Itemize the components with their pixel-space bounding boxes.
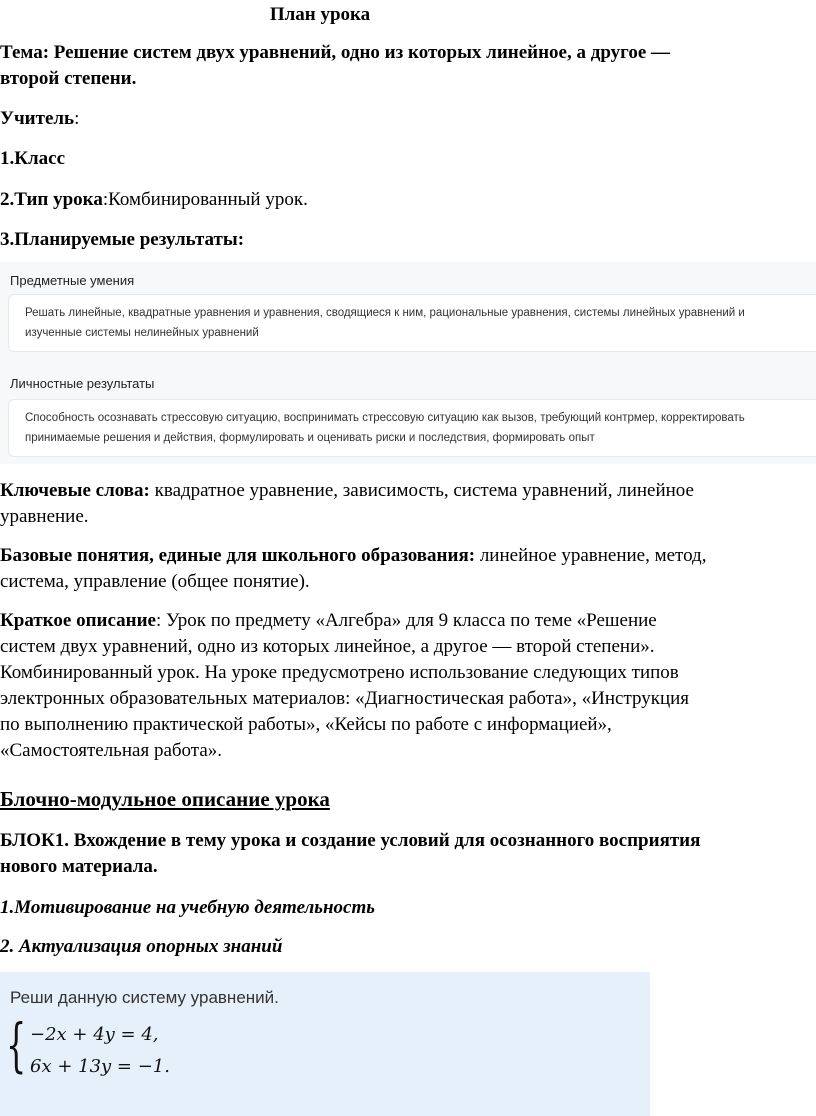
- block1-line-2: нового материала.: [0, 856, 158, 877]
- lesson-type-value: :Комбинированный урок.: [102, 189, 308, 210]
- keywords-value-2: уравнение.: [0, 506, 89, 527]
- step-actualization: 2. Актуализация опорных знаний: [0, 936, 283, 957]
- basic-concepts-paragraph: [0, 543, 816, 595]
- keywords-value: квадратное уравнение, зависимость, система уравнений, линейное: [149, 480, 694, 501]
- summary-line: : Урок по предмету «Алгебра» для 9 класса по теме «Решение: [155, 610, 657, 631]
- personal-results-text: Способность осознавать стрессовую ситуацию, воспринимать стрессовую ситуацию как вызов, требующий контрмер, корректировать принимаемые решения и действия, формулировать и оценивать риски и последствия, формировать опыт: [25, 412, 745, 444]
- personal-results-card: [8, 399, 816, 457]
- task-prompt: Реши данную систему уравнений.: [10, 988, 279, 1007]
- block-heading: Блочно-модульное описание урока: [0, 787, 330, 811]
- basic-concepts-label: Базовые понятия, единые для школьного образования:: [0, 545, 476, 566]
- summary-label: Краткое описание: [0, 610, 156, 631]
- equation-1: −2x + 4y = 4,: [30, 1024, 159, 1045]
- lesson-type-line: [0, 187, 308, 213]
- teacher-colon: :: [74, 108, 80, 129]
- basic-concepts-value: линейное уравнение, метод,: [475, 545, 707, 566]
- class-label: 1.Класс: [0, 148, 66, 169]
- keywords-label: Ключевые слова:: [0, 480, 150, 501]
- summary-line: «Самостоятельная работа».: [0, 740, 223, 761]
- summary-line: систем двух уравнений, одно из которых линейное, а другое — второй степени».: [0, 636, 655, 657]
- subject-skills-label: Предметные умения: [10, 273, 135, 288]
- lesson-type-label: 2.Тип урока: [0, 189, 103, 210]
- summary-line: электронных образовательных материалов: «Диагностическая работа», «Инструкция: [0, 688, 690, 709]
- topic-line-1: Тема: Решение систем двух уравнений, одно из которых линейное, а другое —: [0, 42, 671, 63]
- teacher-line: [0, 106, 79, 132]
- block1-line-1: БЛОК1. Вхождение в тему урока и создание условий для осознанного восприятия: [0, 830, 701, 851]
- results-label: 3.Планируемые результаты:: [0, 229, 245, 250]
- teacher-label: Учитель: [0, 108, 75, 129]
- keywords-paragraph: [0, 478, 816, 530]
- summary-line: по выполнению практической работы», «Кейсы по работе с информацией»,: [0, 714, 612, 735]
- subject-skills-card: [8, 294, 816, 352]
- equation-2: 6x + 13y = −1.: [30, 1056, 170, 1077]
- step-motivation: 1.Мотивирование на учебную деятельность: [0, 897, 375, 918]
- summary-paragraph: [0, 608, 816, 764]
- summary-line: Комбинированный урок. На уроке предусмотрено использование следующих типов: [0, 662, 679, 683]
- personal-results-label: Личностные результаты: [10, 376, 155, 391]
- system-brace: {: [6, 1011, 27, 1079]
- task-panel: [0, 972, 650, 1116]
- topic-line-2: второй степени.: [0, 68, 137, 89]
- basic-concepts-value-2: система, управление (общее понятие).: [0, 571, 310, 592]
- page-title: План урока: [269, 4, 371, 25]
- subject-skills-text: Решать линейные, квадратные уравнения и уравнения, сводящиеся к ним, рациональные уравнения, системы линейных уравнений и изученные системы нелинейных уравнений: [25, 307, 745, 339]
